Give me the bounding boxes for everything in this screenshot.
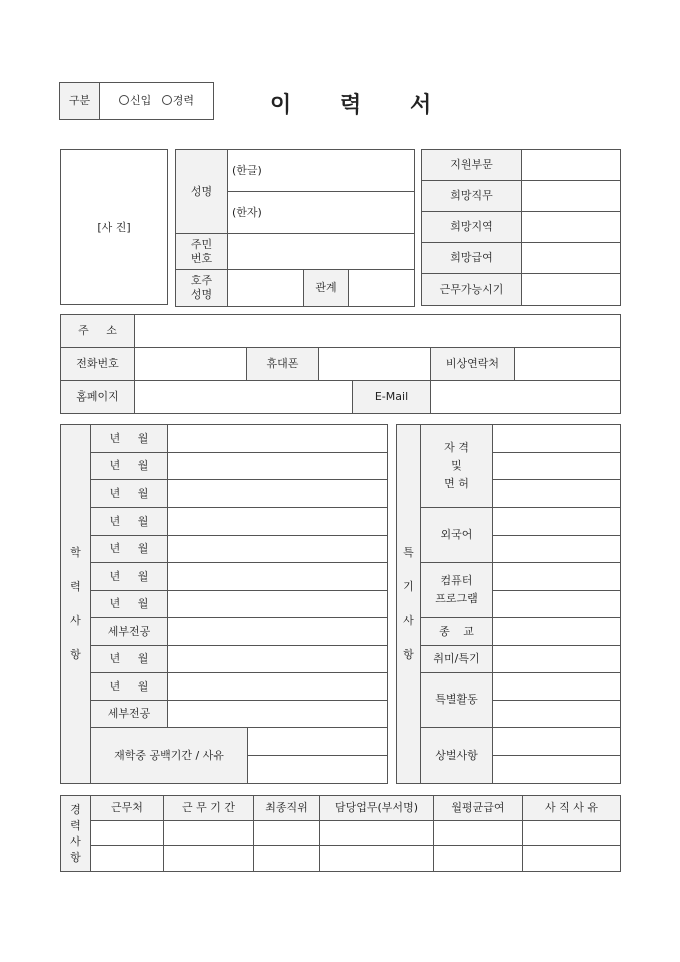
name-hanja-label: (한자) [232, 206, 262, 219]
career-side-label: 경 력 사 항 [61, 796, 91, 872]
emergency-label: 비상연락처 [431, 348, 515, 381]
start-date-label: 근무가능시기 [422, 274, 522, 306]
career-header-position: 최종직위 [254, 796, 320, 821]
edu-major-field[interactable] [168, 701, 388, 728]
edu-entry-field[interactable] [168, 480, 388, 508]
career-cell[interactable] [164, 821, 254, 846]
edu-entry-field[interactable] [168, 508, 388, 536]
career-header-reason: 사 직 사 유 [523, 796, 621, 821]
career-cell[interactable] [91, 821, 164, 846]
computer-field[interactable] [493, 591, 621, 618]
award-field[interactable] [493, 755, 620, 783]
career-cell[interactable] [434, 821, 523, 846]
name-label: 성명 [176, 150, 228, 234]
gap-period-field[interactable] [248, 728, 387, 755]
religion-field[interactable] [493, 618, 621, 646]
radio-new[interactable]: 신입 [119, 94, 151, 107]
relation-label: 관계 [304, 270, 349, 307]
edu-major-label: 세부전공 [91, 618, 168, 646]
homepage-field[interactable] [135, 381, 353, 414]
mobile-field[interactable] [319, 348, 431, 381]
edu-date-label: 년 월 [91, 508, 168, 536]
language-field[interactable] [493, 536, 621, 563]
page-title: 이 력 서 [270, 93, 432, 118]
edu-date-label: 년 월 [91, 480, 168, 508]
award-field[interactable] [493, 728, 620, 755]
edu-entry-field[interactable] [168, 453, 388, 480]
category-box [59, 82, 214, 120]
edu-date-label: 년 월 [91, 673, 168, 701]
career-cell[interactable] [91, 846, 164, 872]
name-korean-label: (한글) [232, 164, 262, 177]
head-name-field[interactable] [228, 270, 304, 307]
activity-label: 특별활동 [421, 673, 493, 728]
edu-entry-field[interactable] [168, 591, 388, 618]
career-cell[interactable] [434, 846, 523, 872]
photo-area[interactable] [60, 149, 168, 305]
edu-entry-field[interactable] [168, 425, 388, 453]
desired-salary-label: 희망급여 [422, 243, 522, 274]
category-label: 구분 [60, 83, 100, 120]
education-side-label: 학 력 사 항 [61, 425, 91, 784]
radio-circle-icon [119, 95, 129, 105]
name-hanja-field[interactable] [228, 191, 414, 233]
personal-info [175, 149, 415, 307]
license-field[interactable] [493, 425, 621, 453]
head-name-label: 호주 성명 [176, 270, 228, 307]
emergency-field[interactable] [515, 348, 621, 381]
edu-date-label: 년 월 [91, 536, 168, 563]
gap-period-label: 재학중 공백기간 / 사유 [91, 728, 248, 784]
language-label: 외국어 [421, 508, 493, 563]
career-header-company: 근무처 [91, 796, 164, 821]
career-cell[interactable] [523, 821, 621, 846]
start-date-field[interactable] [522, 274, 621, 306]
edu-entry-field[interactable] [168, 673, 388, 701]
relation-field[interactable] [349, 270, 415, 307]
award-fields [493, 728, 621, 784]
hobby-field[interactable] [493, 646, 621, 673]
desired-position [421, 149, 621, 306]
phone-label: 전화번호 [61, 348, 135, 381]
name-korean-field[interactable] [228, 150, 414, 191]
license-field[interactable] [493, 453, 621, 480]
computer-label: 컴퓨터 프로그램 [421, 563, 493, 618]
desired-dept-label: 지원부문 [422, 150, 522, 181]
edu-entry-field[interactable] [168, 646, 388, 673]
edu-date-label: 년 월 [91, 646, 168, 673]
email-field[interactable] [431, 381, 621, 414]
desired-job-label: 희망직무 [422, 181, 522, 212]
career-header-salary: 월평균급여 [434, 796, 523, 821]
email-label: E-Mail [353, 381, 431, 414]
special-table [396, 424, 621, 784]
photo-label: [사 진] [97, 221, 131, 234]
homepage-label: 홈페이지 [61, 381, 135, 414]
phone-field[interactable] [135, 348, 247, 381]
edu-entry-field[interactable] [168, 536, 388, 563]
desired-dept-field[interactable] [522, 150, 621, 181]
career-cell[interactable] [164, 846, 254, 872]
license-label: 자 격 및 면 허 [421, 425, 493, 508]
hobby-label: 취미/특기 [421, 646, 493, 673]
edu-entry-field[interactable] [168, 563, 388, 591]
gap-reason-field[interactable] [248, 755, 387, 783]
career-cell[interactable] [254, 821, 320, 846]
edu-date-label: 년 월 [91, 591, 168, 618]
edu-date-label: 년 월 [91, 453, 168, 480]
category-options [100, 83, 214, 120]
activity-field[interactable] [493, 673, 621, 701]
license-field[interactable] [493, 480, 621, 508]
language-field[interactable] [493, 508, 621, 536]
special-side-label: 특 기 사 항 [397, 425, 421, 784]
award-label: 상벌사항 [421, 728, 493, 784]
id-number-field[interactable] [228, 234, 415, 270]
computer-field[interactable] [493, 563, 621, 591]
education-table [60, 424, 388, 784]
desired-job-field[interactable] [522, 181, 621, 212]
mobile-label: 휴대폰 [247, 348, 319, 381]
career-cell[interactable] [320, 821, 434, 846]
desired-region-label: 희망지역 [422, 212, 522, 243]
career-table [60, 795, 621, 872]
edu-date-label: 년 월 [91, 425, 168, 453]
radio-experienced[interactable]: 경력 [162, 94, 194, 107]
edu-major-field[interactable] [168, 618, 388, 646]
career-cell[interactable] [523, 846, 621, 872]
career-header-duty: 담당업무(부서명) [320, 796, 434, 821]
radio-circle-icon [162, 95, 172, 105]
religion-label: 종 교 [421, 618, 493, 646]
desired-salary-field[interactable] [522, 243, 621, 274]
edu-major-label: 세부전공 [91, 701, 168, 728]
edu-date-label: 년 월 [91, 563, 168, 591]
career-header-period: 근 무 기 간 [164, 796, 254, 821]
career-cell[interactable] [254, 846, 320, 872]
career-cell[interactable] [320, 846, 434, 872]
activity-field[interactable] [493, 701, 621, 728]
address-label: 주 소 [61, 315, 135, 348]
address-field[interactable] [135, 315, 621, 348]
gap-period-fields [248, 728, 388, 784]
desired-region-field[interactable] [522, 212, 621, 243]
contact-info [60, 314, 621, 414]
id-number-label: 주민 번호 [176, 234, 228, 270]
